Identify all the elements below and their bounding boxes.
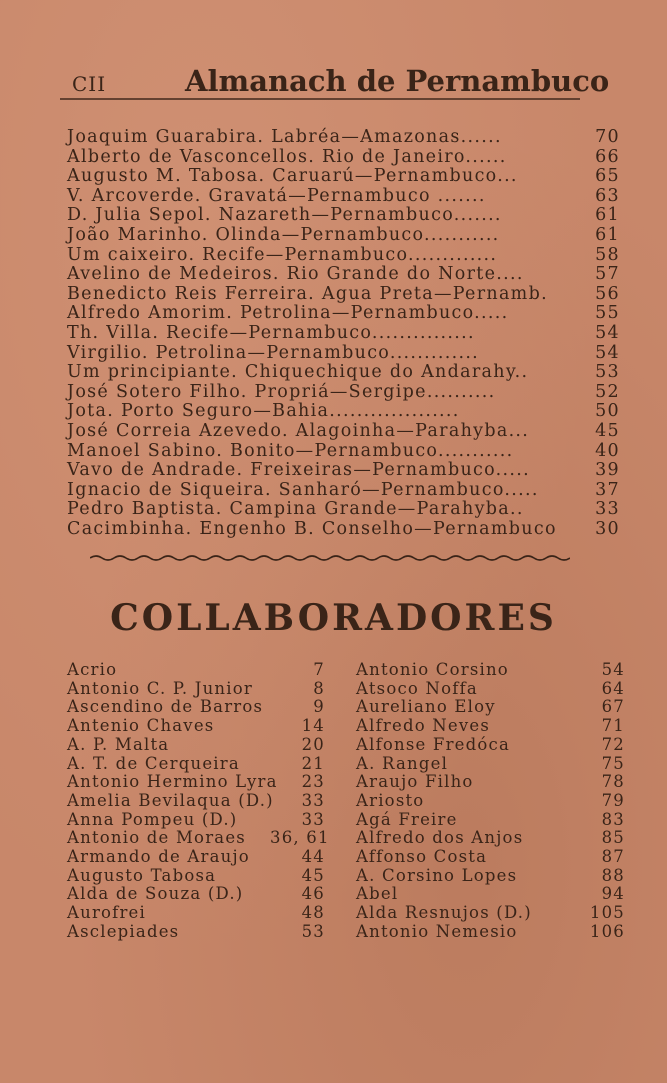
collaborator-page-number: 14	[301, 716, 325, 736]
distribution-number: 56	[595, 283, 620, 304]
distribution-entry: José Sotero Filho. Propriá—Sergipe..........	[67, 381, 496, 402]
collaborator-page-number: 53	[301, 921, 325, 941]
collaborator-name: Alfredo Neves	[356, 716, 491, 736]
collaborator-name: Anna Pompeu (D.)	[67, 809, 238, 829]
distribution-row	[0, 519, 667, 541]
distribution-entry: Um caixeiro. Recife—Pernambuco.............	[67, 244, 498, 265]
distribution-number: 33	[595, 499, 620, 520]
distribution-entry: Pedro Baptista. Campina Grande—Parahyba..	[67, 499, 524, 520]
distribution-number: 50	[595, 401, 620, 422]
distribution-entry: Alfredo Amorim. Petrolina—Pernambuco.....	[67, 303, 509, 324]
collaborator-name: Antonio Nemesio	[356, 921, 518, 941]
distribution-number: 45	[595, 421, 620, 441]
collaborator-page-number: 79	[601, 790, 625, 810]
running-title: Almanach de Pernambuco	[185, 64, 610, 98]
collaborator-page-number: 87	[601, 847, 625, 866]
collaborator-name: Alda de Souza (D.)	[67, 884, 244, 904]
collaborator-name: A. Corsino Lopes	[356, 865, 518, 885]
distribution-number: 30	[595, 519, 620, 539]
collaborator-page-number: 7	[313, 660, 325, 679]
distribution-number: 52	[595, 381, 620, 402]
header-rule	[60, 98, 580, 100]
distribution-number: 61	[595, 205, 620, 226]
distribution-number: 57	[595, 264, 620, 285]
distribution-entry: Um principiante. Chiquechique do Andarahy..	[67, 362, 529, 383]
collaborator-page-number: 105	[589, 903, 625, 923]
collaborator-page-number: 21	[301, 753, 325, 773]
collaborator-page-number: 88	[601, 865, 625, 885]
collaborator-name: Acrio	[67, 660, 118, 679]
collaborator-page-number: 23	[301, 772, 325, 792]
distribution-number: 55	[595, 303, 620, 324]
distribution-number: 40	[595, 440, 620, 461]
collaborator-page-number: 83	[601, 809, 625, 829]
collaborator-page-number: 45	[301, 865, 325, 885]
collaborator-name: Armando de Araujo	[67, 847, 250, 866]
distribution-entry: Cacimbinha. Engenho B. Conselho—Pernambuco	[67, 519, 557, 539]
collaborator-page-number: 67	[601, 697, 625, 717]
distribution-entry: Joaquim Guarabira. Labréa—Amazonas......	[67, 127, 502, 147]
wavy-divider	[90, 548, 570, 568]
distribution-entry: V. Arcoverde. Gravatá—Pernambuco .......	[67, 185, 486, 206]
distribution-entry: Augusto M. Tabosa. Caruarú—Pernambuco...	[67, 166, 518, 187]
collaborator-page-number: 46	[301, 884, 325, 904]
collaborator-name: Agá Freire	[356, 809, 458, 829]
distribution-entry: José Correia Azevedo. Alagoinha—Parahyba...	[67, 421, 530, 441]
collaborator-page-number: 75	[601, 753, 625, 773]
collaborator-page-number: 78	[601, 772, 625, 792]
distribution-number: 58	[595, 244, 620, 265]
collaborator-name: Antenio Chaves	[67, 716, 215, 736]
collaborator-name: Aurofrei	[67, 903, 146, 923]
collaborator-page-number: 71	[601, 716, 625, 736]
collaborator-page-number: 94	[601, 884, 625, 904]
collaborator-name: Araujo Filho	[356, 772, 474, 792]
distribution-entry: Avelino de Medeiros. Rio Grande do Norte....	[67, 264, 524, 285]
distribution-entry: Benedicto Reis Ferreira. Agua Preta—Pernamb.	[67, 283, 548, 304]
collaborator-name: Antonio de Moraes	[67, 828, 246, 848]
collaborator-name: Amelia Bevilaqua (D.)	[67, 790, 274, 810]
collaborator-row	[0, 922, 340, 944]
distribution-entry: Ignacio de Siqueira. Sanharó—Pernambuco.....	[67, 479, 539, 500]
collaborator-name: Alfredo dos Anjos	[356, 828, 524, 848]
collaborator-name: Abel	[356, 884, 399, 904]
distribution-entry: Th. Villa. Recife—Pernambuco...............	[67, 323, 475, 343]
collaborator-row	[340, 922, 667, 944]
distribution-entry: João Marinho. Olinda—Pernambuco...........	[67, 225, 500, 245]
collaborator-page-number: 9	[313, 697, 325, 717]
distribution-number: 39	[595, 460, 620, 481]
distribution-entry: D. Julia Sepol. Nazareth—Pernambuco.......	[67, 205, 502, 226]
distribution-entry: Jota. Porto Seguro—Bahia...................	[67, 401, 460, 422]
collaborator-name: Asclepiades	[67, 921, 180, 941]
collaborator-page-number: 106	[589, 921, 625, 941]
collaborator-name: Antonio C. P. Junior	[67, 678, 253, 698]
distribution-number: 65	[595, 166, 620, 187]
collaborator-name: A. P. Malta	[67, 734, 170, 754]
distribution-entry: Vavo de Andrade. Freixeiras—Pernambuco.....	[67, 460, 530, 481]
collaborator-page-number: 44	[301, 847, 325, 866]
page-number: CII	[72, 72, 107, 96]
collaborator-name: Atsoco Noffa	[356, 678, 478, 698]
collaborator-name: Alda Resnujos (D.)	[356, 903, 532, 923]
distribution-number: 54	[595, 323, 620, 343]
collaborator-name: Ariosto	[356, 790, 425, 810]
collaborator-page-number: 20	[301, 734, 325, 754]
section-title: COLLABORADORES	[110, 597, 557, 639]
distribution-entry: Alberto de Vasconcellos. Rio de Janeiro......	[67, 146, 507, 167]
distribution-number: 54	[595, 342, 620, 363]
collaborator-name: Augusto Tabosa	[67, 865, 217, 885]
collaborator-page-number: 33	[301, 809, 325, 829]
collaborator-page-number: 48	[301, 903, 325, 923]
distribution-number: 61	[595, 225, 620, 245]
collaborator-name: A. T. de Cerqueira	[67, 753, 240, 773]
collaborator-page-number: 72	[601, 734, 625, 754]
collaborator-name: Aureliano Eloy	[356, 697, 496, 717]
collaborator-page-number: 85	[601, 828, 625, 848]
collaborator-name: Antonio Corsino	[356, 660, 509, 679]
collaborator-page-number: 36, 61	[270, 828, 330, 848]
collaborator-name: Alfonse Fredóca	[356, 734, 511, 754]
collaborator-name: A. Rangel	[356, 753, 449, 773]
distribution-number: 53	[595, 362, 620, 383]
distribution-entry: Virgilio. Petrolina—Pernambuco.............	[67, 342, 480, 363]
collaborator-name: Ascendino de Barros	[67, 697, 264, 717]
collaborator-page-number: 8	[313, 678, 325, 698]
collaborator-name: Antonio Hermino Lyra	[67, 772, 278, 792]
page-header	[0, 62, 667, 102]
distribution-number: 63	[595, 185, 620, 206]
distribution-entry: Manoel Sabino. Bonito—Pernambuco...........	[67, 440, 514, 461]
collaborator-page-number: 54	[601, 660, 625, 679]
distribution-number: 66	[595, 146, 620, 167]
collaborator-page-number: 33	[301, 790, 325, 810]
distribution-number: 70	[595, 127, 620, 147]
distribution-number: 37	[595, 479, 620, 500]
collaborator-page-number: 64	[601, 678, 625, 698]
collaborator-name: Affonso Costa	[356, 847, 488, 866]
